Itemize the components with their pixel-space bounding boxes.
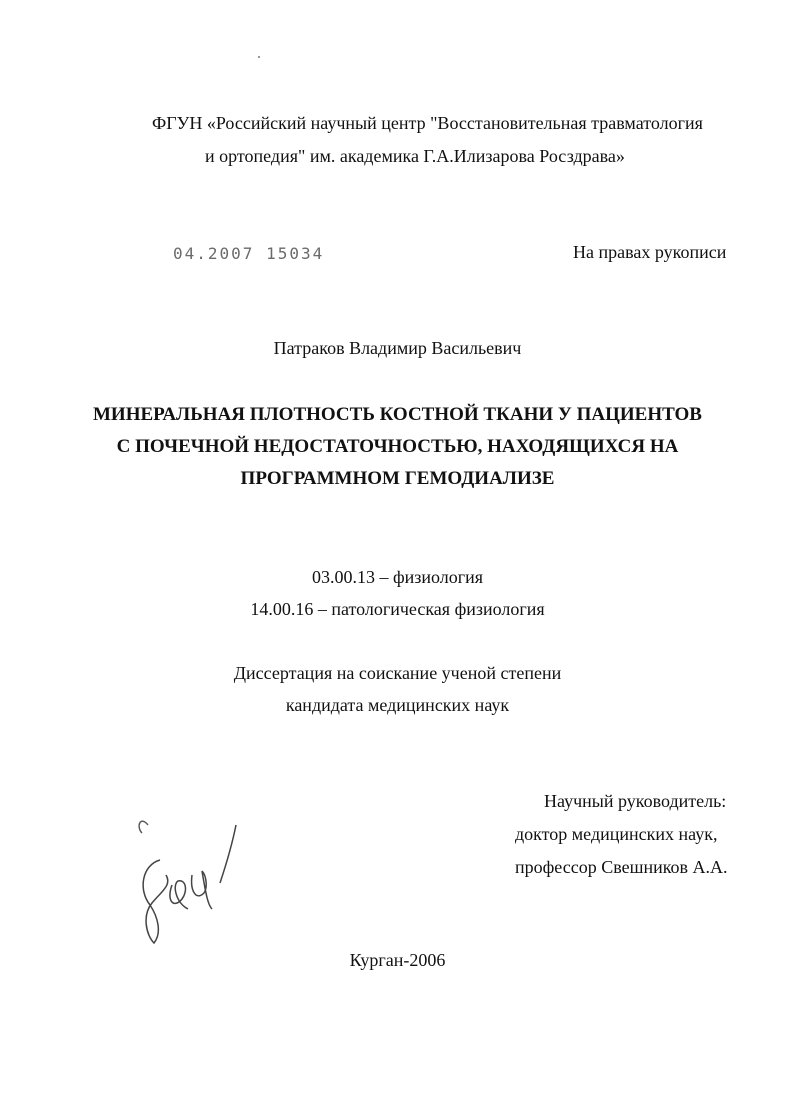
supervisor-name: профессор Свешников А.А.: [515, 857, 728, 877]
supervisor-degree: доктор медицинских наук,: [515, 824, 718, 844]
city-year: Курган-2006: [349, 950, 446, 970]
title-line-2: С ПОЧЕЧНОЙ НЕДОСТАТОЧНОСТЬЮ, НАХОДЯЩИХСЯ НА: [116, 436, 679, 457]
author-name: Патраков Владимир Васильевич: [273, 338, 522, 358]
specialty-1: 03.00.13 – физиология: [311, 567, 484, 587]
supervisor-label: Научный руководитель:: [544, 791, 727, 811]
specialty-2: 14.00.16 – патологическая физиология: [250, 599, 545, 619]
institution-line-2: и ортопедия" им. академика Г.А.Илизарова Росздрава»: [205, 146, 625, 166]
title-line-1: МИНЕРАЛЬНАЯ ПЛОТНОСТЬ КОСТНОЙ ТКАНИ У ПАЦИЕНТОВ: [93, 404, 702, 425]
handwritten-signature: [132, 805, 252, 955]
institution-line-1: ФГУН «Российский научный центр "Восстановительная травматология: [152, 113, 703, 133]
registry-stamp: 04.2007 15034: [173, 244, 325, 263]
title-line-3: ПРОГРАММНОМ ГЕМОДИАЛИЗЕ: [240, 468, 555, 489]
scan-speck: [258, 56, 260, 58]
degree-line-2: кандидата медицинских наук: [285, 695, 510, 715]
rights-note: На правах рукописи: [573, 242, 727, 262]
degree-line-1: Диссертация на соискание ученой степени: [233, 663, 562, 683]
